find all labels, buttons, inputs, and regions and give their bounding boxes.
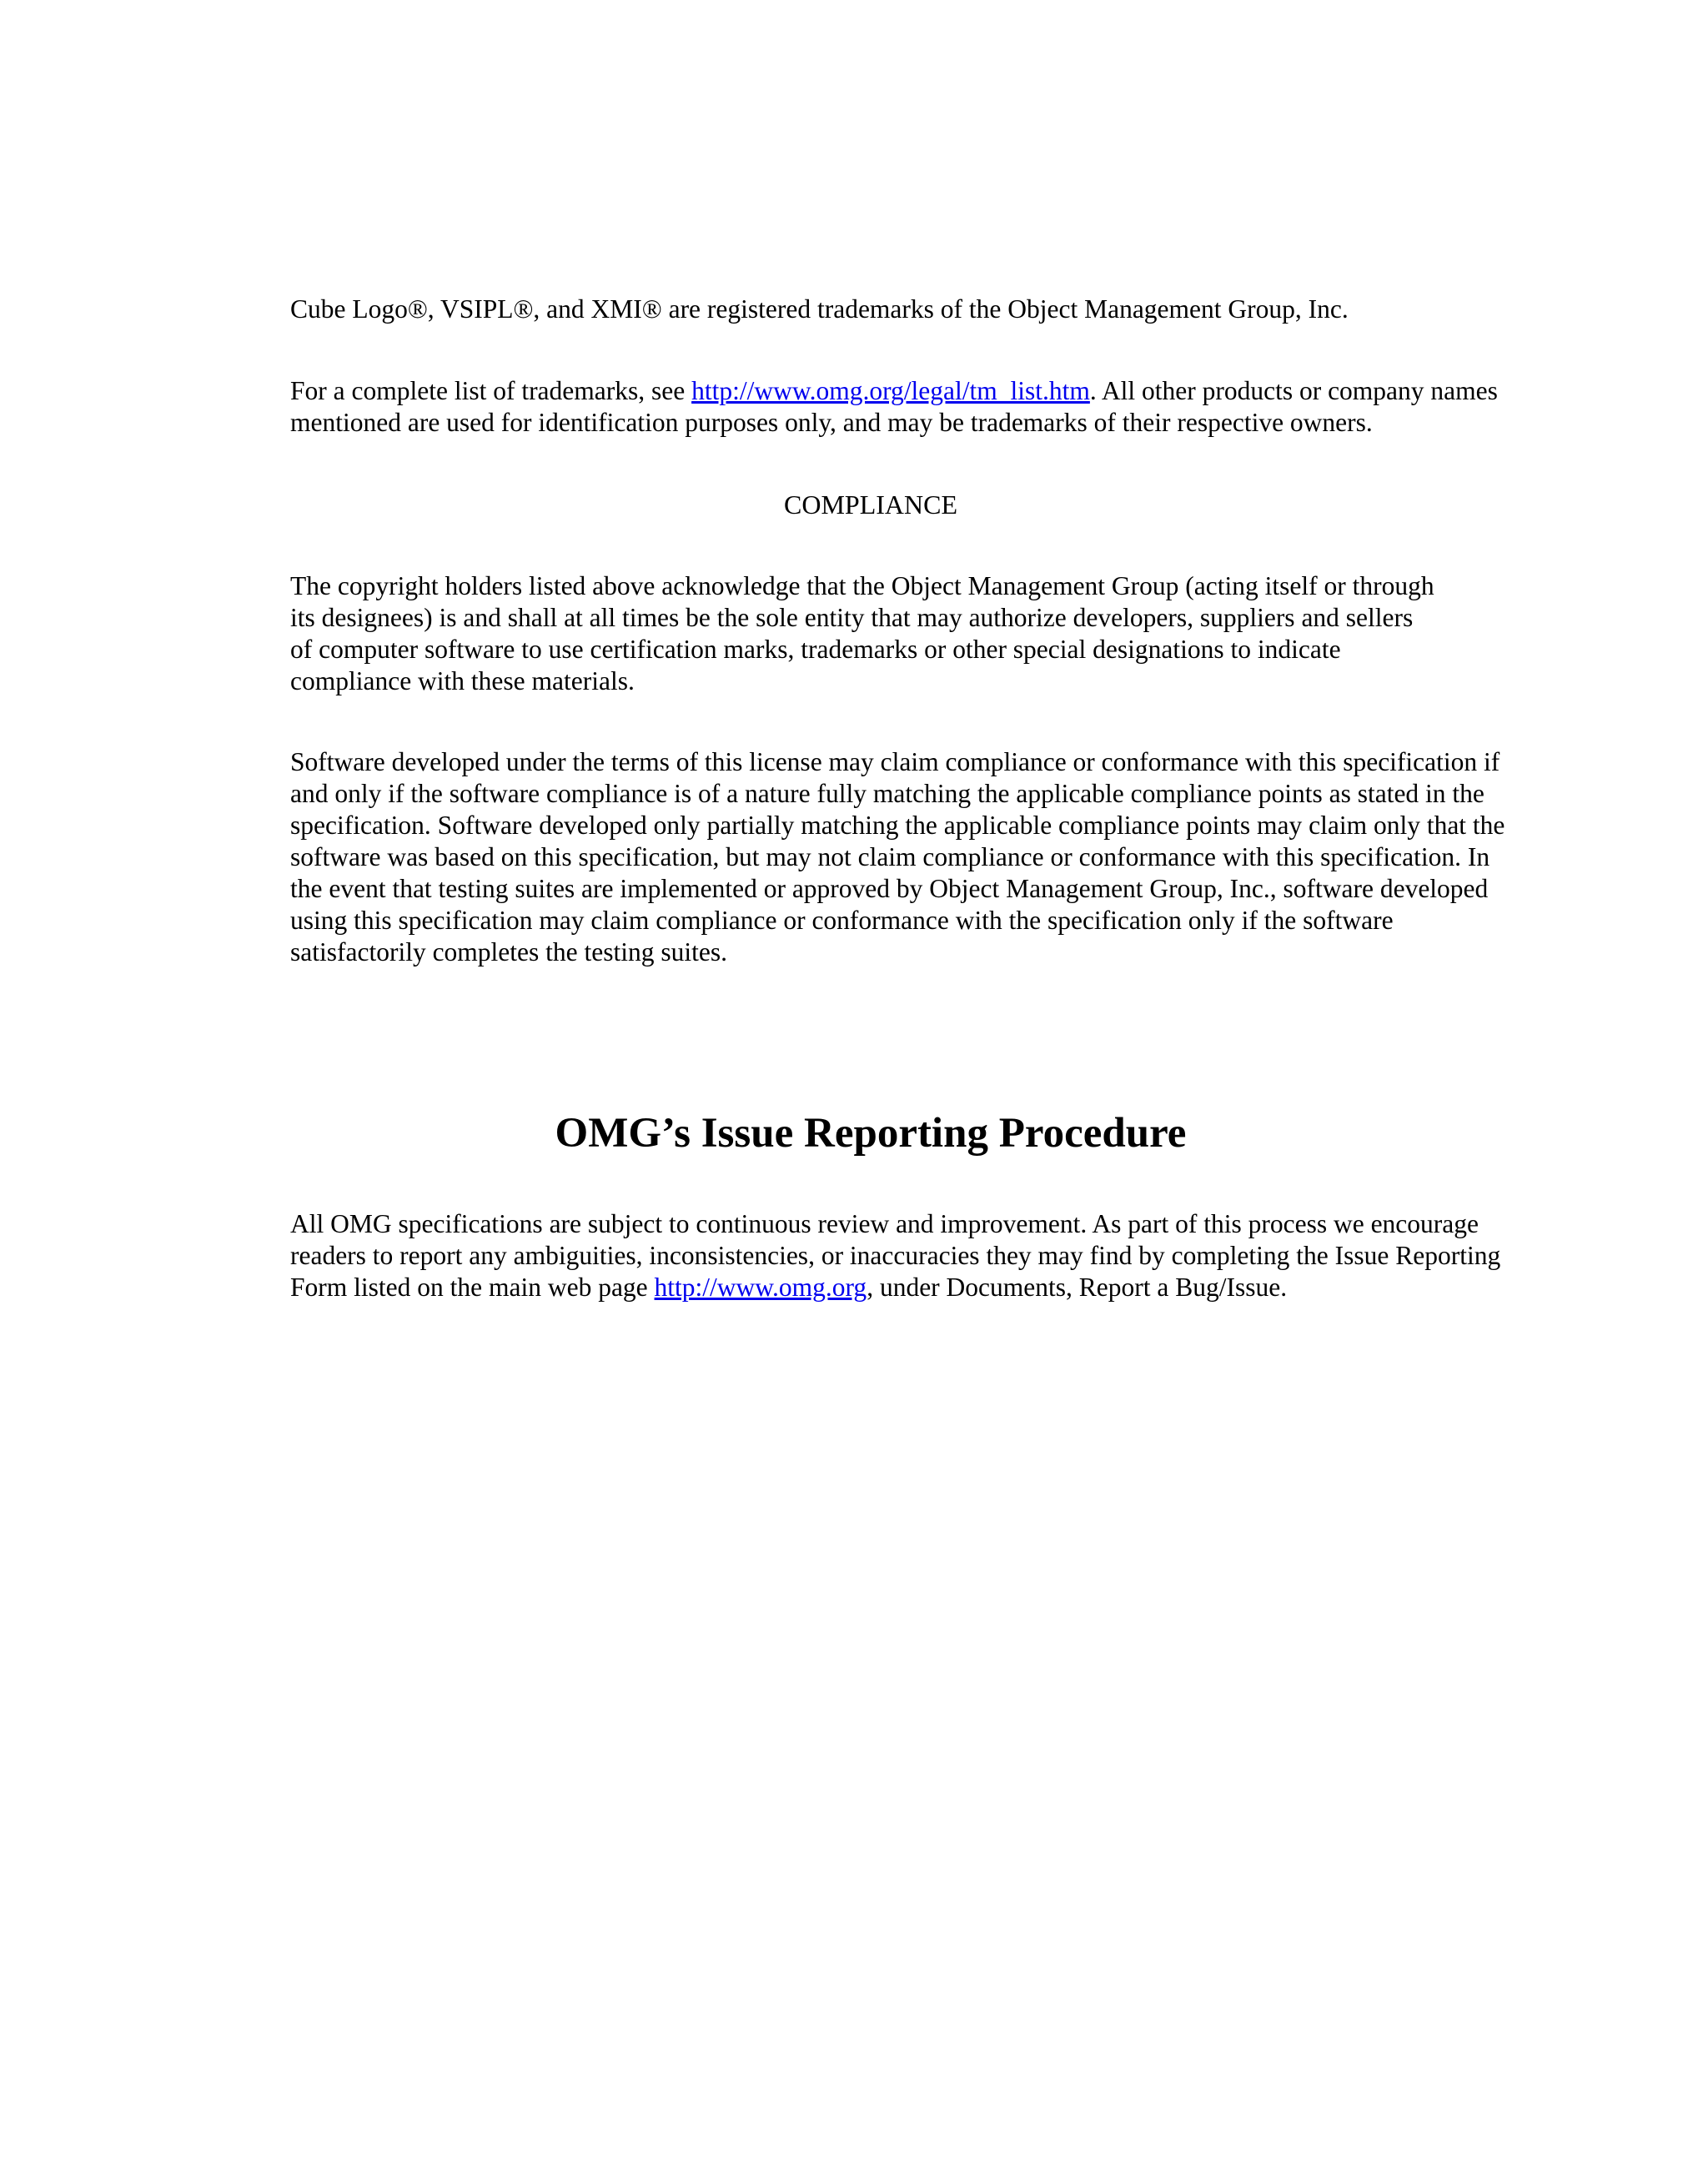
compliance-p2-line: the event that testing suites are implemented or approved by Object Management Group, Inc., software developed (290, 874, 1489, 903)
trademark-list-line-2: mentioned are used for identification purposes only, and may be trademarks of their respective owners. (290, 408, 1373, 437)
trademark-list-paragraph (290, 375, 1558, 439)
compliance-p1-line: of computer software to use certification marks, trademarks or other special designations to indicate (290, 635, 1341, 664)
trademark-list-prefix: For a complete list of trademarks, see (290, 376, 692, 405)
compliance-p1-line: its designees) is and shall at all times be the sole entity that may authorize developers, suppliers and sellers (290, 603, 1414, 632)
registered-trademarks-paragraph (290, 294, 1558, 325)
registered-trademarks-text: Cube Logo®, VSIPL®, and XMI® are registered trademarks of the Object Management Group, Inc. (290, 294, 1349, 324)
issue-reporting-heading: OMG’s Issue Reporting Procedure (555, 1110, 1187, 1157)
issue-reporting-paragraph (290, 1208, 1558, 1303)
compliance-p2-line: software was based on this specification, but may not claim compliance or conformance with this specification. In (290, 842, 1490, 871)
issue-reporting-prefix: Form listed on the main web page (290, 1273, 655, 1302)
compliance-p2-line: and only if the software compliance is of a nature fully matching the applicable compliance points as stated in the (290, 779, 1484, 808)
compliance-p1-line: compliance with these materials. (290, 666, 635, 695)
issue-reporting-line-last (290, 1272, 1558, 1303)
omg-homepage-link[interactable]: http://www.omg.org (654, 1273, 867, 1302)
trademark-list-line-1 (290, 375, 1558, 407)
trademark-list-suffix: . All other products or company names (1089, 376, 1498, 405)
compliance-p1-line: The copyright holders listed above acknowledge that the Object Management Group (acting itself or through (290, 571, 1434, 600)
issue-reporting-suffix: , under Documents, Report a Bug/Issue. (867, 1273, 1288, 1302)
compliance-paragraph-2 (290, 746, 1558, 968)
compliance-heading: COMPLIANCE (783, 490, 957, 520)
compliance-p2-line: Software developed under the terms of this license may claim compliance or conformance with this specification if (290, 747, 1500, 776)
issue-reporting-line: All OMG specifications are subject to continuous review and improvement. As part of this process we encourage (290, 1209, 1479, 1238)
trademark-list-link[interactable]: http://www.omg.org/legal/tm_list.htm (691, 376, 1090, 405)
issue-reporting-line: readers to report any ambiguities, inconsistencies, or inaccuracies they may find by completing the Issue Reporting (290, 1241, 1501, 1270)
compliance-p2-line: using this specification may claim compliance or conformance with the specification only if the software (290, 906, 1394, 935)
compliance-paragraph-1 (290, 570, 1558, 697)
compliance-p2-line: satisfactorily completes the testing suites. (290, 937, 728, 967)
compliance-p2-line: specification. Software developed only partially matching the applicable compliance points may claim only that the (290, 811, 1505, 840)
